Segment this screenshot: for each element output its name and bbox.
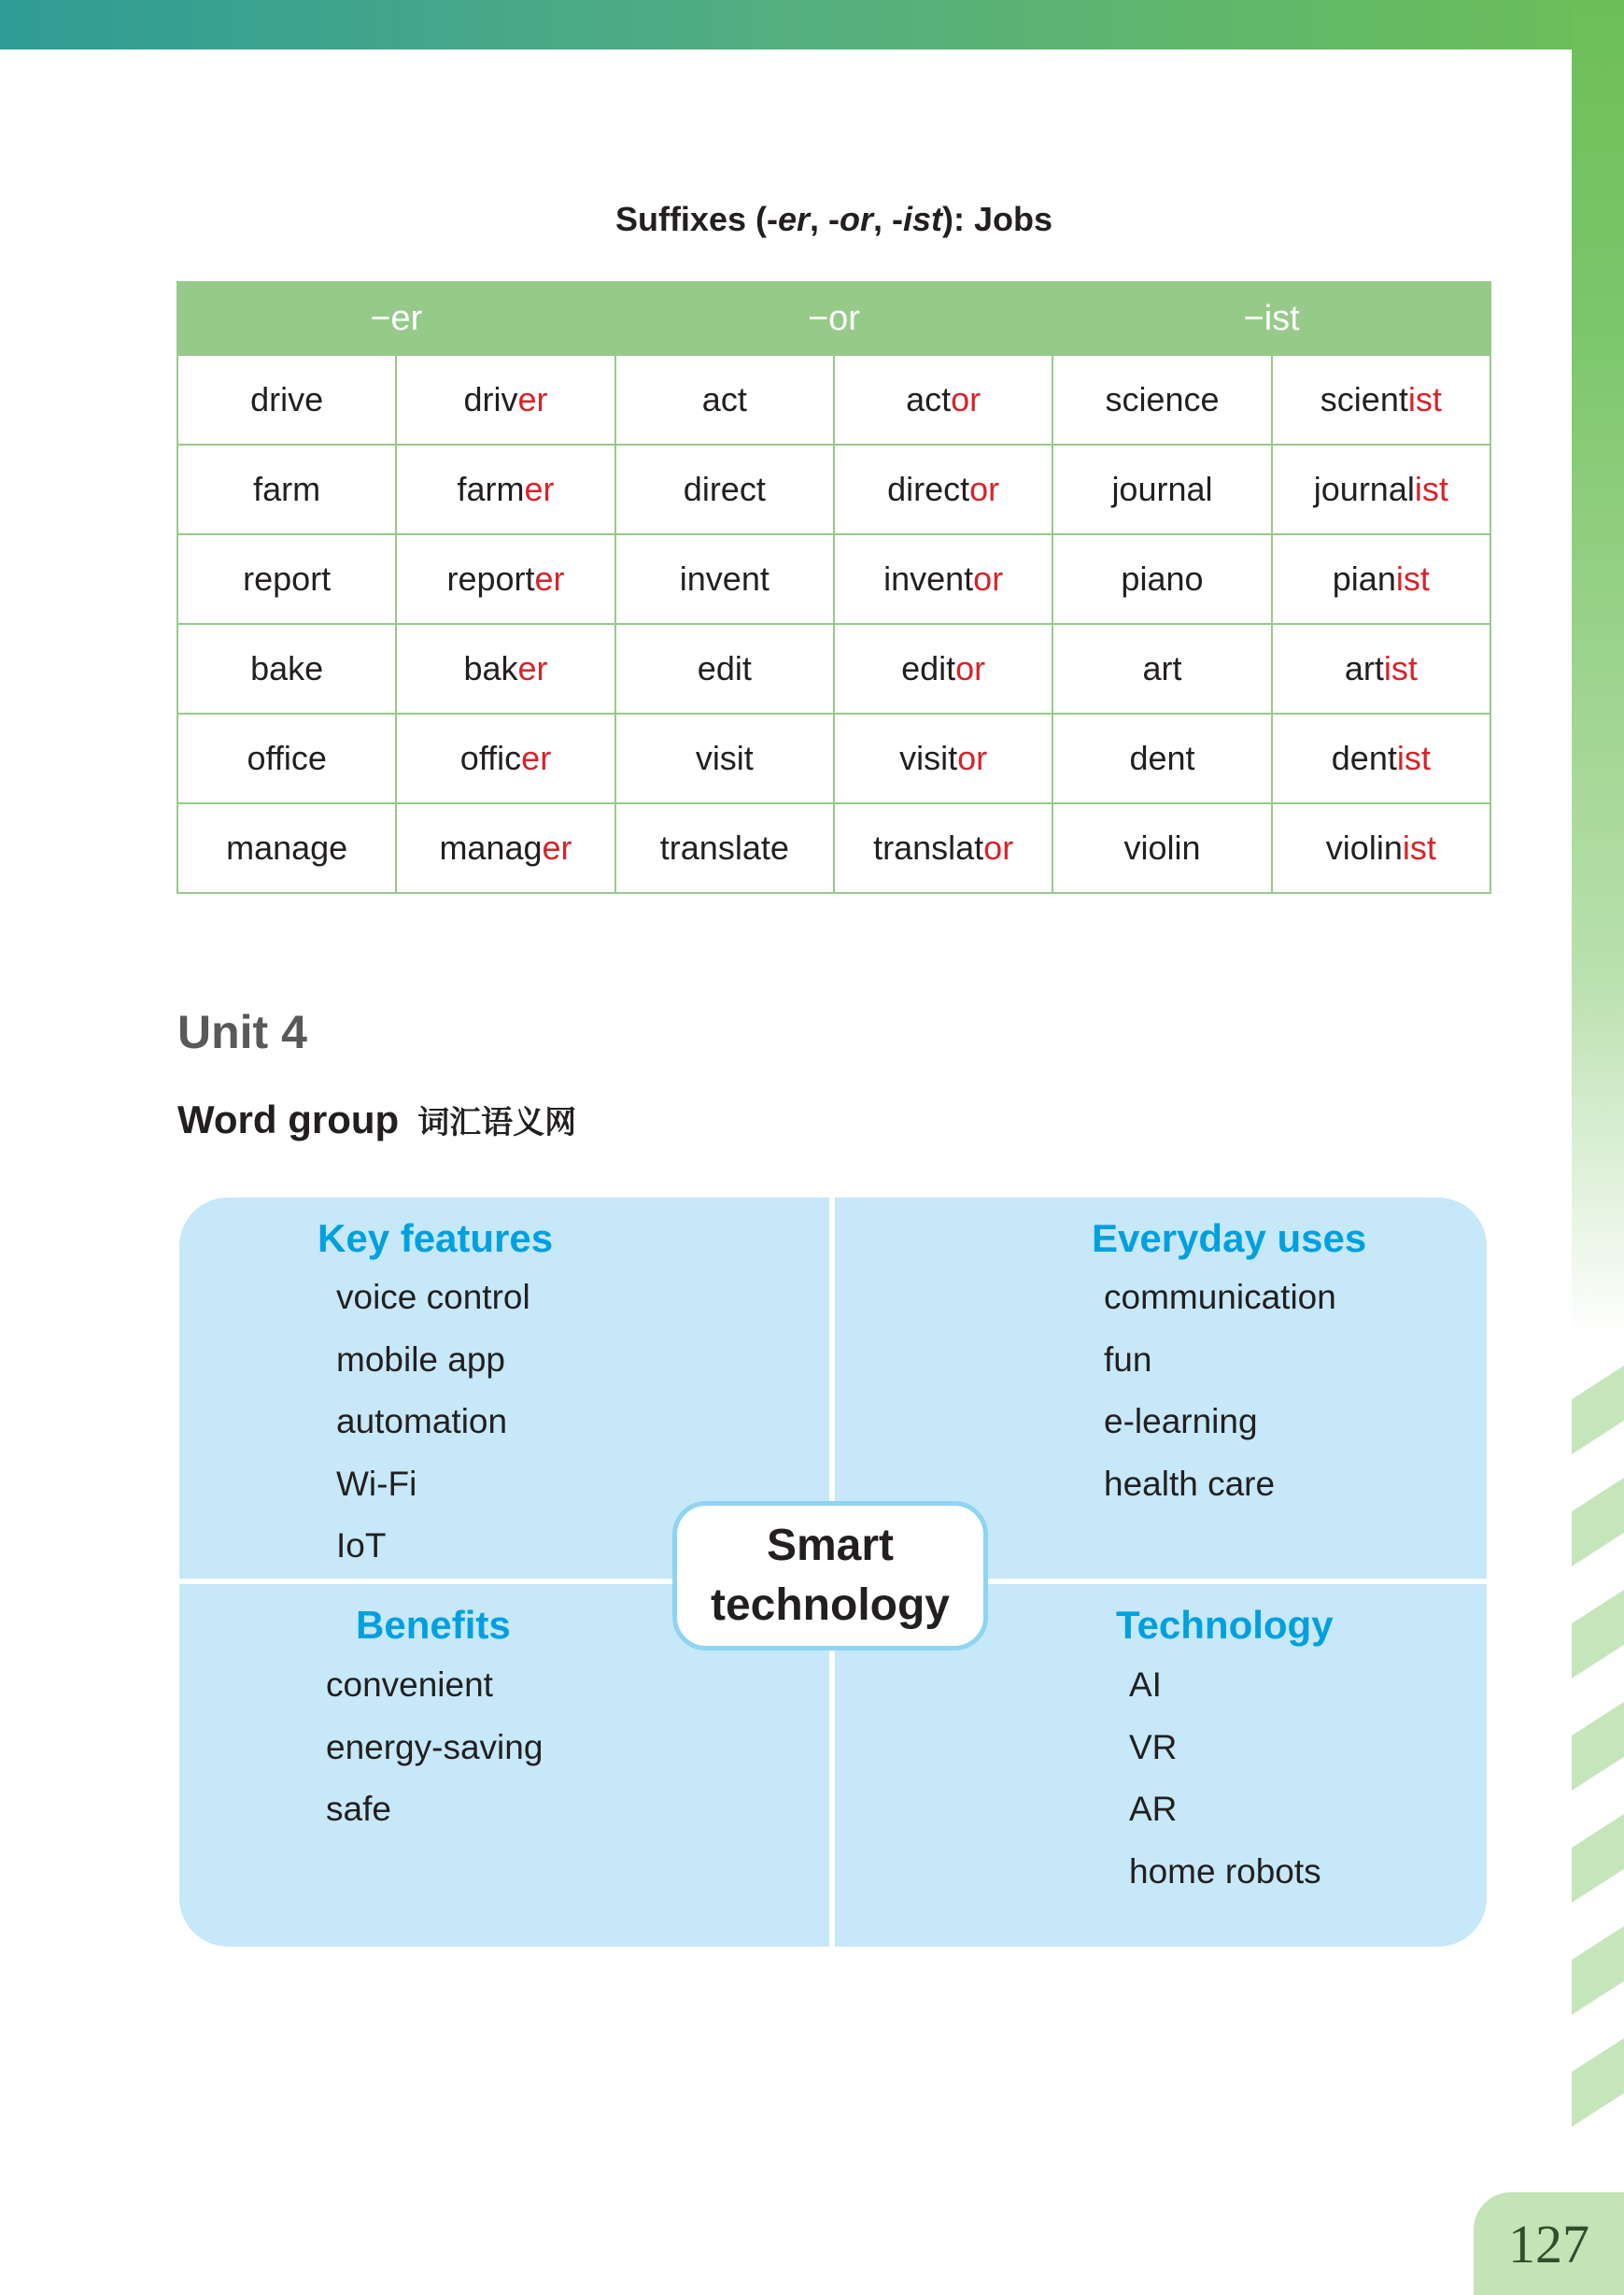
list-item: voice control — [336, 1278, 530, 1316]
job-word-cell — [396, 714, 614, 803]
job-word-stem: direct — [887, 470, 970, 508]
list-item: Wi-Fi — [336, 1464, 417, 1503]
job-word-suffix: er — [521, 739, 552, 777]
job-word-cell — [396, 445, 614, 534]
table-row — [177, 714, 1490, 803]
job-word-suffix: ist — [1407, 380, 1442, 418]
job-word-stem: act — [906, 380, 952, 418]
job-word-suffix: or — [983, 829, 1014, 867]
job-word-cell — [834, 445, 1052, 534]
job-word-stem: scient — [1320, 380, 1408, 418]
job-word-cell — [396, 803, 614, 893]
base-word-cell: visit — [615, 714, 834, 803]
job-word-suffix: er — [517, 649, 548, 687]
base-word-cell: piano — [1052, 534, 1271, 624]
quadrant-list-everyday-uses — [1104, 1274, 1336, 1523]
job-word-stem: bak — [463, 649, 518, 687]
job-word-suffix: ist — [1414, 470, 1448, 508]
list-item: convenient — [326, 1665, 493, 1704]
job-word-stem: report — [446, 560, 535, 598]
list-item: safe — [326, 1790, 391, 1828]
quadrant-heading-technology: Technology — [1116, 1603, 1334, 1647]
word-group-label: Word group — [177, 1098, 400, 1141]
side-stripe — [1572, 1478, 1624, 1566]
job-word-suffix: or — [973, 560, 1004, 598]
suffix-table — [177, 281, 1491, 894]
base-word-cell: farm — [177, 445, 396, 534]
job-word-stem: dent — [1331, 739, 1397, 777]
quadrant-heading-everyday-uses: Everyday uses — [1092, 1216, 1367, 1260]
list-item: automation — [336, 1402, 508, 1440]
job-word-cell — [1272, 355, 1490, 445]
word-group-title — [177, 1097, 576, 1142]
base-word-cell: manage — [177, 803, 396, 893]
page-number-tab — [1474, 2192, 1624, 2295]
side-stripe — [1572, 1590, 1624, 1679]
job-word-cell — [834, 803, 1052, 893]
center-topic-line-1: Smart — [766, 1521, 895, 1570]
job-word-suffix: er — [534, 560, 565, 598]
header-er: −er — [177, 282, 615, 355]
job-word-stem: violin — [1325, 829, 1403, 867]
page-number: 127 — [1508, 2213, 1589, 2274]
list-item: fun — [1104, 1339, 1152, 1379]
list-item: home robots — [1129, 1851, 1321, 1891]
job-word-cell — [1272, 445, 1490, 534]
table-row — [177, 355, 1490, 445]
side-stripe — [1572, 2038, 1624, 2127]
quadrant-heading-benefits: Benefits — [356, 1603, 511, 1647]
side-stripe — [1572, 1702, 1624, 1791]
table-title: Suffixes (-er, -or, -ist): Jobs — [614, 200, 1053, 238]
list-item: AI — [1129, 1665, 1162, 1704]
job-word-suffix: er — [517, 380, 548, 418]
job-word-cell — [834, 355, 1052, 445]
job-word-cell — [1272, 714, 1490, 803]
job-word-suffix: ist — [1402, 829, 1436, 867]
unit-title: Unit 4 — [177, 1006, 307, 1058]
job-word-cell — [1272, 624, 1490, 714]
job-word-stem: visit — [899, 739, 958, 777]
header-or: −or — [615, 282, 1053, 355]
job-word-cell — [396, 534, 614, 624]
job-word-suffix: er — [524, 470, 555, 508]
quadrant-list-technology — [1129, 1662, 1321, 1910]
job-word-stem: invent — [883, 560, 974, 598]
base-word-cell: art — [1052, 624, 1271, 714]
table-row — [177, 534, 1490, 624]
quadrant-heading-key-features: Key features — [318, 1216, 554, 1260]
job-word-stem: pian — [1332, 560, 1396, 598]
base-word-cell: direct — [615, 445, 834, 534]
side-decoration-bar — [1572, 0, 1624, 2160]
job-word-suffix: or — [957, 739, 988, 777]
center-topic-line-2: technology — [710, 1580, 950, 1630]
table-row — [177, 624, 1490, 714]
job-word-stem: art — [1344, 649, 1384, 687]
quadrant-list-key-features — [336, 1274, 530, 1585]
word-group-subtitle-cn: 词汇语义网 — [417, 1105, 577, 1140]
base-word-cell: report — [177, 534, 396, 624]
job-word-stem: translat — [873, 829, 984, 867]
job-word-cell — [396, 624, 614, 714]
job-word-stem: farm — [457, 470, 525, 508]
side-stripe — [1572, 1926, 1624, 2015]
job-word-stem: edit — [901, 649, 956, 687]
list-item: VR — [1129, 1727, 1178, 1766]
job-word-suffix: ist — [1383, 649, 1418, 687]
job-word-suffix: er — [542, 829, 572, 867]
list-item: energy-saving — [326, 1727, 544, 1766]
job-word-cell — [834, 534, 1052, 624]
table-row — [177, 445, 1490, 534]
job-word-cell — [1272, 803, 1490, 893]
side-stripe — [1572, 1366, 1624, 1454]
side-stripe — [1572, 1814, 1624, 1903]
list-item: health care — [1104, 1464, 1276, 1503]
job-word-cell — [396, 355, 614, 445]
table-body — [177, 355, 1490, 893]
base-word-cell: act — [615, 355, 834, 445]
list-item: communication — [1104, 1278, 1336, 1316]
base-word-cell: translate — [615, 803, 834, 893]
job-word-stem: journal — [1313, 470, 1415, 508]
job-word-stem: manag — [439, 829, 543, 867]
job-word-cell — [1272, 534, 1490, 624]
base-word-cell: dent — [1052, 714, 1271, 803]
header-ist: −ist — [1052, 282, 1490, 355]
job-word-cell — [834, 714, 1052, 803]
list-item: IoT — [336, 1526, 387, 1565]
base-word-cell: edit — [615, 624, 834, 714]
base-word-cell: violin — [1052, 803, 1271, 893]
base-word-cell: invent — [615, 534, 834, 624]
job-word-suffix: ist — [1396, 739, 1431, 777]
base-word-cell: drive — [177, 355, 396, 445]
job-word-cell — [834, 624, 1052, 714]
top-header-bar — [0, 0, 1624, 50]
quadrant-list-benefits — [326, 1662, 543, 1849]
job-word-stem: driv — [463, 380, 518, 418]
job-word-suffix: or — [969, 470, 1000, 508]
job-word-suffix: ist — [1395, 560, 1430, 598]
base-word-cell: office — [177, 714, 396, 803]
base-word-cell: bake — [177, 624, 396, 714]
job-word-suffix: or — [955, 649, 986, 687]
base-word-cell: science — [1052, 355, 1271, 445]
list-item: AR — [1129, 1790, 1178, 1828]
mindmap-center-topic — [672, 1501, 988, 1650]
table-row — [177, 803, 1490, 893]
job-word-stem: offic — [459, 739, 522, 777]
table-header-row — [177, 282, 1490, 355]
base-word-cell: journal — [1052, 445, 1271, 534]
list-item: e-learning — [1104, 1402, 1258, 1440]
job-word-suffix: or — [951, 380, 981, 418]
list-item: mobile app — [336, 1339, 506, 1379]
